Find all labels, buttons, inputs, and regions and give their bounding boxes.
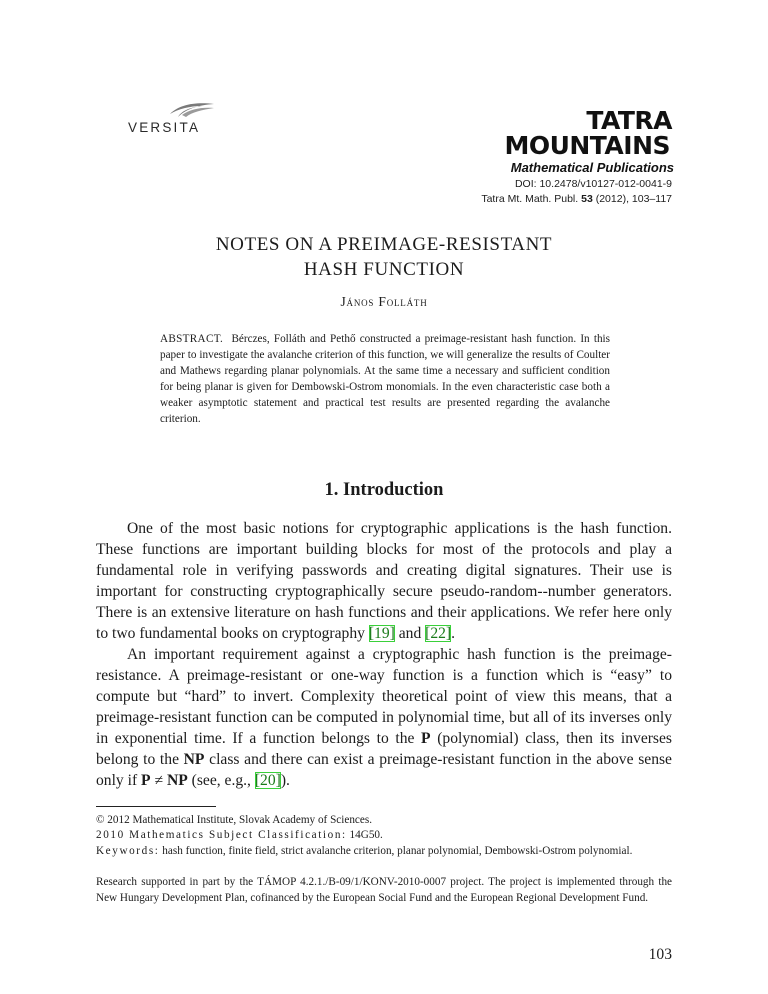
- paragraph-text: An important requirement against a cryptographic hash function is the preimage-resistance. A preimage-resistant or one-way function is a function which is “easy” to compute but “hard” to invert. Complexity theoretical point of view this means, that a preimage-resistant function can be computed in polynomial time, but all of its inverses only in exponential time. If a function belongs to the: [96, 646, 672, 747]
- keywords: [96, 844, 672, 860]
- citation-link[interactable]: [22]: [425, 625, 452, 642]
- abstract-text: Bérczes, Folláth and Pethő constructed a preimage-resistant hash function. In this paper to investigate the avalanche criterion of this function, we will generalize the results of Coulter and Mathews regarding planar polynomials. At the same time a necessary and sufficient condition for being planar is given for Dembowski-Ostrom monomials. In the even characteristic case both a weaker asymptotic statement and practical test results are presented regarding the avalanche criterion.: [160, 333, 610, 425]
- paragraph-text: (see, e.g.,: [187, 772, 255, 789]
- paragraph-text: and: [394, 625, 426, 642]
- paper-title: [0, 232, 768, 282]
- journal-reference: Tatra Mt. Math. Publ. 53 (2012), 103–117: [481, 193, 672, 205]
- journal-logo-line2: MOUNTAINS: [504, 131, 670, 160]
- versita-logo: [128, 100, 228, 140]
- paragraph: [96, 518, 672, 644]
- paragraph-text: .: [451, 625, 456, 642]
- paragraph-text: class and there can exist a preimage-resistant function in the above sense only if: [96, 751, 672, 789]
- complexity-class: P: [421, 730, 431, 747]
- publisher-name: VERSITA: [128, 120, 201, 135]
- paragraph: [96, 644, 672, 791]
- complexity-class: NP: [166, 772, 188, 789]
- msc-label: 2010 Mathematics Subject Classification:: [96, 829, 347, 841]
- paragraph-text: ≠: [150, 772, 167, 789]
- msc-classification: [96, 828, 672, 844]
- paragraph-text: One of the most basic notions for cryptographic applications is the hash function. These functions are important building blocks for most of the protocols and play a fundamental role in verifying passwords and creating digital signatures. Their use is important for constructing cryptographically secure pseudo-random--number generators. There is an extensive literature on hash functions and their applications. We refer here only to two fundamental books on cryptography: [96, 520, 672, 642]
- complexity-class: NP: [183, 751, 205, 768]
- copyright-note: © 2012 Mathematical Institute, Slovak Academy of Sciences.: [96, 814, 372, 826]
- keywords-label: Keywords:: [96, 845, 160, 857]
- section-heading: 1. Introduction: [324, 480, 444, 500]
- journal-logo-subtitle: Mathematical Publications: [510, 160, 674, 175]
- funding-note: Research supported in part by the TÁMOP 4.2.1./B-09/1/KONV-2010-0007 project. The project is implemented through the New Hungary Development Plan, cofinanced by the European Social Fund and the European Regional Development Fund.: [96, 876, 672, 904]
- journal-logo-line1: TATRA: [586, 106, 672, 135]
- paper-title-line1: NOTES ON A PREIMAGE-RESISTANT: [215, 234, 553, 255]
- citation-link[interactable]: [20]: [254, 772, 281, 789]
- msc-value: 14G50.: [346, 829, 383, 841]
- paper-title-line2: HASH FUNCTION: [303, 259, 465, 280]
- bird-swoosh-icon: [168, 100, 218, 120]
- author: János Folláth: [340, 294, 428, 309]
- paragraph-text: ).: [280, 772, 290, 789]
- abstract: [160, 331, 610, 427]
- citation-link[interactable]: [19]: [368, 625, 395, 642]
- abstract-label: ABSTRACT.: [160, 333, 224, 345]
- page-number: 103: [648, 946, 672, 963]
- footnote-divider: [96, 806, 216, 807]
- keywords-value: hash function, finite field, strict avalanche criterion, planar polynomial, Dembowski-Ostrom polynomial.: [159, 845, 633, 857]
- complexity-class: P: [141, 772, 151, 789]
- paragraph-text: (polynomial) class, then its inverses belong to the: [96, 730, 672, 768]
- journal-logo: [478, 108, 674, 175]
- doi: DOI: 10.2478/v10127-012-0041-9: [514, 178, 672, 190]
